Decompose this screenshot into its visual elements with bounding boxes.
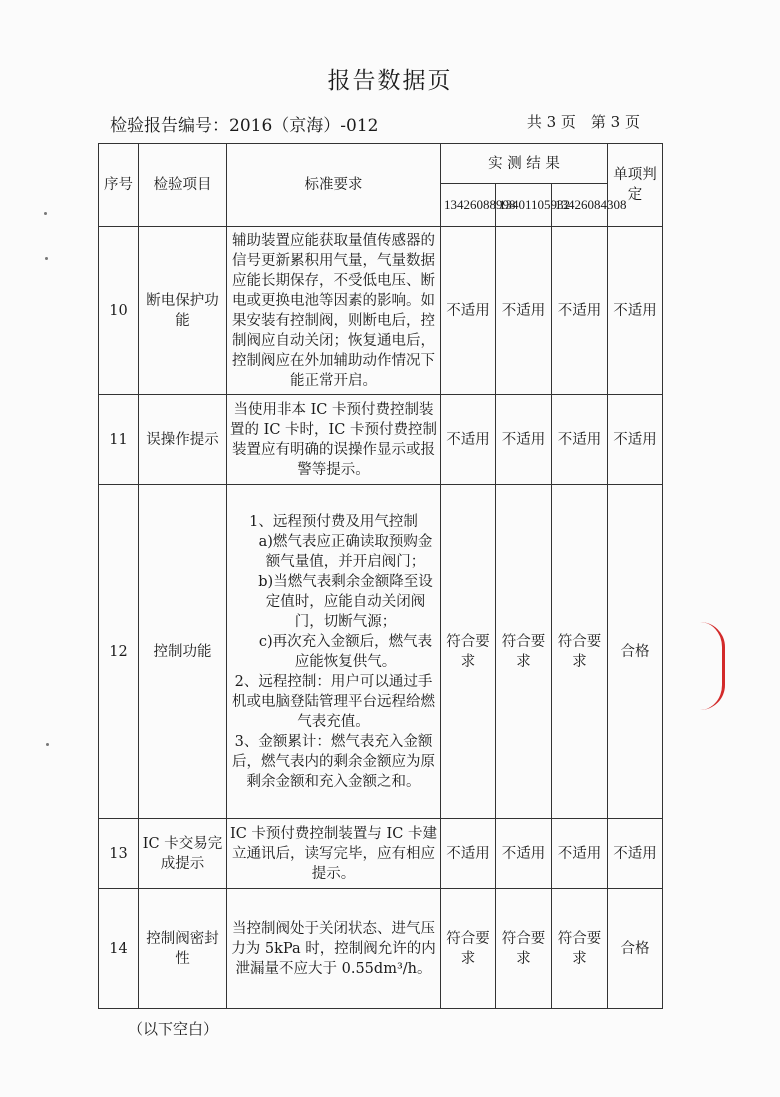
row-result: 不适用 bbox=[552, 395, 608, 485]
row-verdict: 不适用 bbox=[608, 819, 663, 889]
row-seq: 10 bbox=[99, 227, 139, 395]
header-verdict: 单项判定 bbox=[608, 144, 663, 227]
row-result: 符合要求 bbox=[552, 889, 608, 1009]
row-requirement bbox=[227, 889, 441, 1009]
row-seq: 14 bbox=[99, 889, 139, 1009]
header-item: 检验项目 bbox=[139, 144, 227, 227]
row-item: 控制功能 bbox=[139, 485, 227, 819]
row-requirement bbox=[227, 485, 441, 819]
scan-dot bbox=[46, 743, 49, 746]
report-data-table bbox=[98, 143, 663, 1009]
row-result: 符合要求 bbox=[441, 889, 496, 1009]
requirement-line: 1、远程预付费及用气控制 bbox=[249, 513, 418, 530]
row-result: 不适用 bbox=[552, 819, 608, 889]
row-result: 不适用 bbox=[496, 227, 552, 395]
row-result: 符合要求 bbox=[552, 485, 608, 819]
row-result: 不适用 bbox=[441, 819, 496, 889]
table-row bbox=[99, 227, 663, 395]
footer-note: （以下空白） bbox=[128, 1020, 219, 1038]
row-requirement bbox=[227, 227, 441, 395]
requirement-line: 3、金额累计：燃气表充入金额后，燃气表内的剩余金额应为原剩余金额和充入金额之和。 bbox=[232, 733, 435, 790]
header-requirement: 标准要求 bbox=[227, 144, 441, 227]
report-number: 检验报告编号：2016（京海）-012 bbox=[110, 116, 379, 136]
row-item: 断电保护功能 bbox=[139, 227, 227, 395]
row-seq: 11 bbox=[99, 395, 139, 485]
requirement-line: 当控制阀处于关闭状态、进气压力为 5kPa 时，控制阀允许的内泄漏量不应大于 0.55dm³/h。 bbox=[231, 920, 436, 977]
requirement-line: 当使用非本 IC 卡预付费控制装置的 IC 卡时，IC 卡预付费控制装置应有明确的误操作显示或报警等提示。 bbox=[230, 401, 437, 478]
scan-dot bbox=[44, 212, 47, 215]
table-row bbox=[99, 485, 663, 819]
sample-header: 13426084308 bbox=[552, 184, 608, 227]
row-item: 控制阀密封性 bbox=[139, 889, 227, 1009]
row-verdict: 不适用 bbox=[608, 395, 663, 485]
row-verdict: 不适用 bbox=[608, 227, 663, 395]
requirement-line: 辅助装置应能获取量值传感器的信号更新累积用气量，气量数据应能长期保存，不受低电压、断电或更换电池等因素的影响。如果安装有控制阀，则断电后，控制阀应自动关闭；恢复通电后，控制阀应在外加辅助动作情况下能正常开启。 bbox=[232, 232, 435, 389]
sample-header: 13401105932 bbox=[496, 184, 552, 227]
requirement-line: c)再次充入金额后，燃气表应能恢复供气。 bbox=[258, 633, 433, 670]
row-result: 不适用 bbox=[552, 227, 608, 395]
scan-dot bbox=[45, 257, 48, 260]
red-seal-edge bbox=[700, 622, 725, 710]
table-row bbox=[99, 819, 663, 889]
table-row bbox=[99, 395, 663, 485]
row-requirement bbox=[227, 395, 441, 485]
row-item: IC 卡交易完成提示 bbox=[139, 819, 227, 889]
row-result: 符合要求 bbox=[496, 889, 552, 1009]
row-result: 不适用 bbox=[496, 819, 552, 889]
row-verdict: 合格 bbox=[608, 485, 663, 819]
row-result: 符合要求 bbox=[496, 485, 552, 819]
row-result: 不适用 bbox=[496, 395, 552, 485]
row-result: 不适用 bbox=[441, 395, 496, 485]
row-seq: 12 bbox=[99, 485, 139, 819]
row-requirement bbox=[227, 819, 441, 889]
row-result: 符合要求 bbox=[441, 485, 496, 819]
row-result: 不适用 bbox=[441, 227, 496, 395]
requirement-line: a)燃气表应正确读取预购金额气量值，并开启阀门； bbox=[258, 533, 433, 570]
row-item: 误操作提示 bbox=[139, 395, 227, 485]
table-row bbox=[99, 889, 663, 1009]
header-results: 实 测 结 果 bbox=[441, 144, 608, 184]
header-seq: 序号 bbox=[99, 144, 139, 227]
page-count: 共 3 页 第 3 页 bbox=[526, 113, 640, 131]
page-title: 报告数据页 bbox=[327, 68, 453, 94]
row-verdict: 合格 bbox=[608, 889, 663, 1009]
row-seq: 13 bbox=[99, 819, 139, 889]
sample-header: 13426088998 bbox=[441, 184, 496, 227]
requirement-line: 2、远程控制：用户可以通过手机或电脑登陆管理平台远程给燃气表充值。 bbox=[232, 673, 435, 730]
requirement-line: b)当燃气表剩余金额降至设定值时，应能自动关闭阀门，切断气源； bbox=[258, 573, 433, 630]
requirement-line: IC 卡预付费控制装置与 IC 卡建立通讯后，读写完毕，应有相应提示。 bbox=[230, 825, 437, 882]
